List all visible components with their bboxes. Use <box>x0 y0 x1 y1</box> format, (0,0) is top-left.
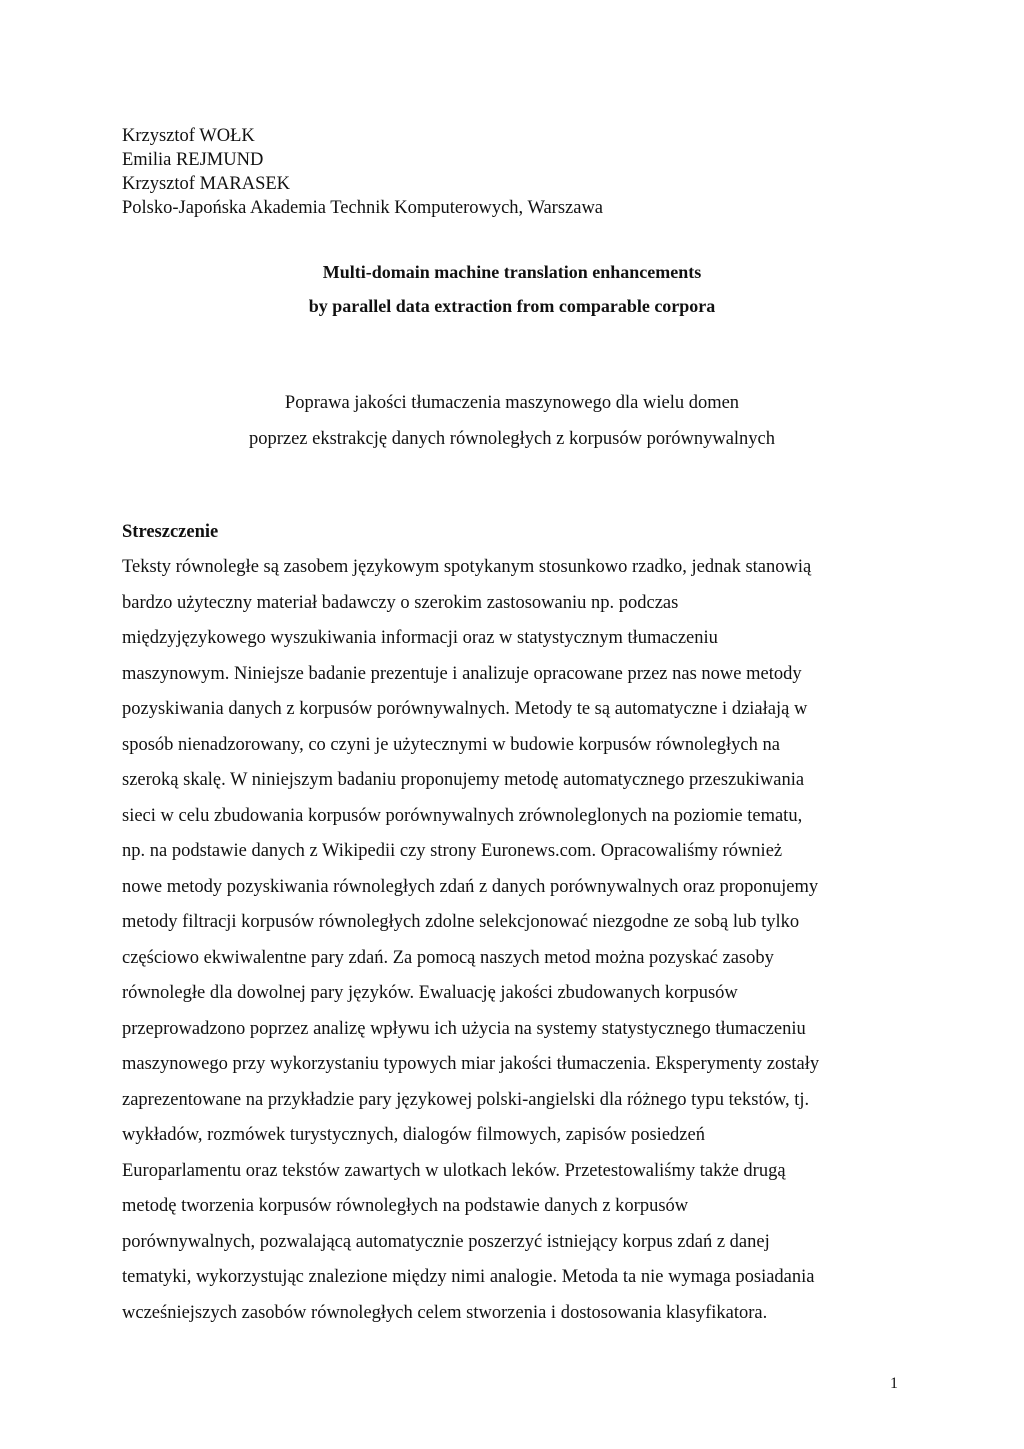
abstract-body <box>122 550 922 1331</box>
page-number: 1 <box>890 1375 898 1392</box>
title-en-line-2: by parallel data extraction from comparable corpora <box>308 296 716 316</box>
abstract-line: Teksty równoległe są zasobem językowym spotykanym stosunkowo rzadko, jednak stanowią <box>122 557 812 577</box>
abstract-line: porównywalnych, pozwalającą automatycznie poszerzyć istniejący korpus zdań z danej <box>122 1231 770 1252</box>
abstract-line: nowe metody pozyskiwania równoległych zdań z danych porównywalnych oraz proponujemy <box>122 876 819 897</box>
author-block <box>122 124 603 220</box>
abstract-line: szeroką skalę. W niniejszym badaniu proponujemy metodę automatycznego przeszukiwania <box>122 770 805 790</box>
author-3-last-initial: M <box>199 174 217 194</box>
abstract-line: np. na podstawie danych z Wikipedii czy strony Euronews.com. Opracowaliśmy również <box>122 841 783 861</box>
abstract-line: międzyjęzykowego wyszukiwania informacji oraz w statystycznym tłumaczeniu <box>122 628 718 648</box>
abstract-line: metodę tworzenia korpusów równoległych na podstawie danych z korpusów <box>122 1196 689 1216</box>
author-2-last-initial: R <box>175 150 189 170</box>
abstract-line: sposób nienadzorowany, co czyni je użytecznymi w budowie korpusów równoległych na <box>122 734 780 755</box>
author-3 <box>122 172 603 196</box>
abstract-line: maszynowego przy wykorzystaniu typowych miar jakości tłumaczenia. Eksperymenty zostały <box>122 1054 820 1074</box>
section-heading: Streszczenie <box>122 522 219 542</box>
abstract-line: maszynowym. Niniejsze badanie prezentuje i analizuje opracowane przez nas nowe metody <box>122 663 802 684</box>
abstract-line: metody filtracji korpusów równoległych zdolne selekcjonować niezgodne ze sobą lub tylko <box>122 912 800 932</box>
author-2-first-name: Emilia <box>122 150 172 170</box>
author-1-last-initial: W <box>199 126 217 146</box>
abstract-line: równoległe dla dowolnej pary języków. Ewaluację jakości zbudowanych korpusów <box>122 983 738 1003</box>
author-1-first-name: Krzysztof <box>122 126 195 146</box>
abstract-line: przeprowadzono poprzez analizę wpływu ich użycia na systemy statystycznego tłumaczeniu <box>122 1018 806 1039</box>
abstract-line: Europarlamentu oraz tekstów zawartych w ulotkach leków. Przetestowaliśmy także drugą <box>122 1160 786 1181</box>
abstract-line: częściowo ekwiwalentne pary zdań. Za pomocą naszych metod można pozyskać zasoby <box>122 947 774 968</box>
title-en-line-1: Multi-domain machine translation enhancements <box>322 262 702 282</box>
author-3-last-rest: ARASEK <box>216 174 291 194</box>
abstract-line: wykładów, rozmówek turystycznych, dialogów filmowych, zapisów posiedzeń <box>122 1125 705 1145</box>
title-pl-line-1: Poprawa jakości tłumaczenia maszynowego dla wielu domen <box>284 393 740 413</box>
author-1 <box>122 124 603 148</box>
author-2-last-rest: EJMUND <box>188 150 264 170</box>
affiliation: Polsko-Japońska Akademia Technik Komputerowych, Warszawa <box>122 198 604 218</box>
abstract-line: tematyki, wykorzystując znalezione między nimi analogie. Metoda ta nie wymaga posiadania <box>122 1267 815 1287</box>
author-3-first-name: Krzysztof <box>122 174 195 194</box>
author-1-last-rest: OŁK <box>216 126 255 146</box>
abstract-line: sieci w celu zbudowania korpusów porównywalnych zrównoleglonych na poziomie tematu, <box>122 805 803 826</box>
author-2 <box>122 148 603 172</box>
paper-title-english <box>0 255 1024 323</box>
abstract-line: pozyskiwania danych z korpusów porównywalnych. Metody te są automatyczne i działają w <box>122 699 808 719</box>
abstract-line: zaprezentowane na przykładzie pary językowej polski-angielski dla różnego typu tekstów, tj. <box>122 1089 810 1110</box>
abstract-line: bardzo użyteczny materiał badawczy o szerokim zastosowaniu np. podczas <box>122 592 679 613</box>
abstract-line: wcześniejszych zasobów równoległych celem stworzenia i dostosowania klasyfikatora. <box>122 1302 768 1323</box>
title-pl-line-2: poprzez ekstrakcję danych równoległych z korpusów porównywalnych <box>248 429 776 449</box>
paper-title-polish <box>0 385 1024 457</box>
